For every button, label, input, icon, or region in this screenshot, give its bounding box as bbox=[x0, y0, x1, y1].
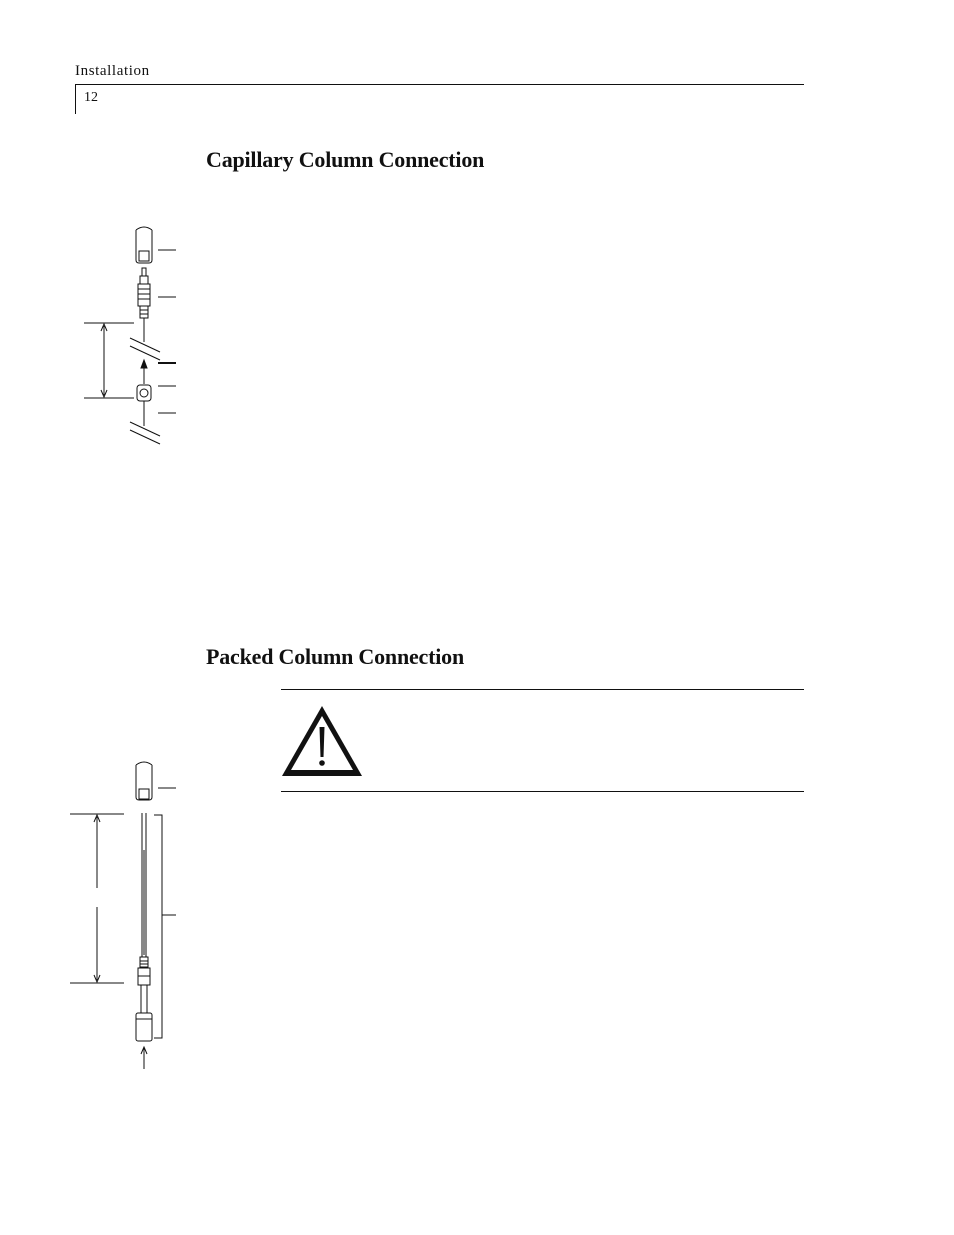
warning-triangle-icon bbox=[279, 703, 365, 779]
capillary-column-fitting-diagram bbox=[78, 220, 188, 456]
running-head: Installation bbox=[75, 63, 150, 79]
section-heading-capillary: Capillary Column Connection bbox=[206, 147, 485, 172]
warning-rule-top bbox=[281, 689, 804, 690]
section-heading-packed: Packed Column Connection bbox=[206, 644, 464, 669]
page-tab-rule bbox=[75, 84, 76, 114]
header-rule bbox=[75, 84, 804, 85]
packed-column-fitting-diagram bbox=[64, 755, 188, 1073]
warning-rule-bottom bbox=[281, 791, 804, 792]
page-number: 12 bbox=[84, 90, 98, 105]
